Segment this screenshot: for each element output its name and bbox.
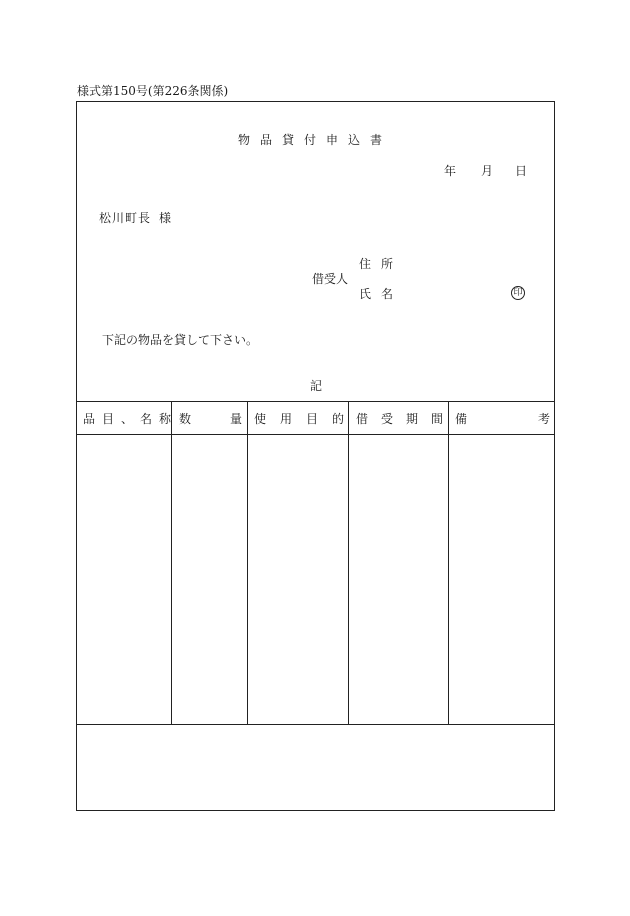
column-divider: [348, 401, 349, 724]
request-text: 下記の物品を貸して下さい。: [102, 333, 259, 347]
seal-mark: 印: [511, 286, 525, 300]
form-frame: [76, 101, 555, 811]
date-month-label: 月: [481, 164, 494, 178]
column-divider: [247, 401, 248, 724]
header-item-name: 品目、名称: [83, 412, 179, 426]
header-period: 借受期間: [356, 412, 457, 426]
table-bottom-border: [76, 724, 555, 725]
form-number: 様式第150号(第226条関係): [77, 84, 229, 98]
form-title: 物品貸付申込書: [238, 133, 393, 147]
header-remarks-left: 備: [455, 412, 468, 426]
header-quantity-right: 量: [230, 412, 243, 426]
borrower-label: 借受人: [312, 272, 349, 286]
column-divider: [171, 401, 172, 724]
name-label: 氏名: [359, 287, 404, 301]
addressee-name: 松川町長: [99, 211, 152, 225]
table-top-border: [76, 401, 555, 402]
note-heading: 記: [310, 379, 323, 393]
header-bottom-border: [76, 434, 555, 435]
addressee-honorific: 様: [159, 211, 172, 225]
column-divider: [448, 401, 449, 724]
header-purpose: 使用目的: [254, 412, 359, 426]
header-quantity-left: 数: [179, 412, 192, 426]
date-year-label: 年: [444, 164, 457, 178]
address-label: 住所: [359, 257, 404, 271]
date-day-label: 日: [515, 164, 528, 178]
header-remarks-right: 考: [538, 412, 551, 426]
